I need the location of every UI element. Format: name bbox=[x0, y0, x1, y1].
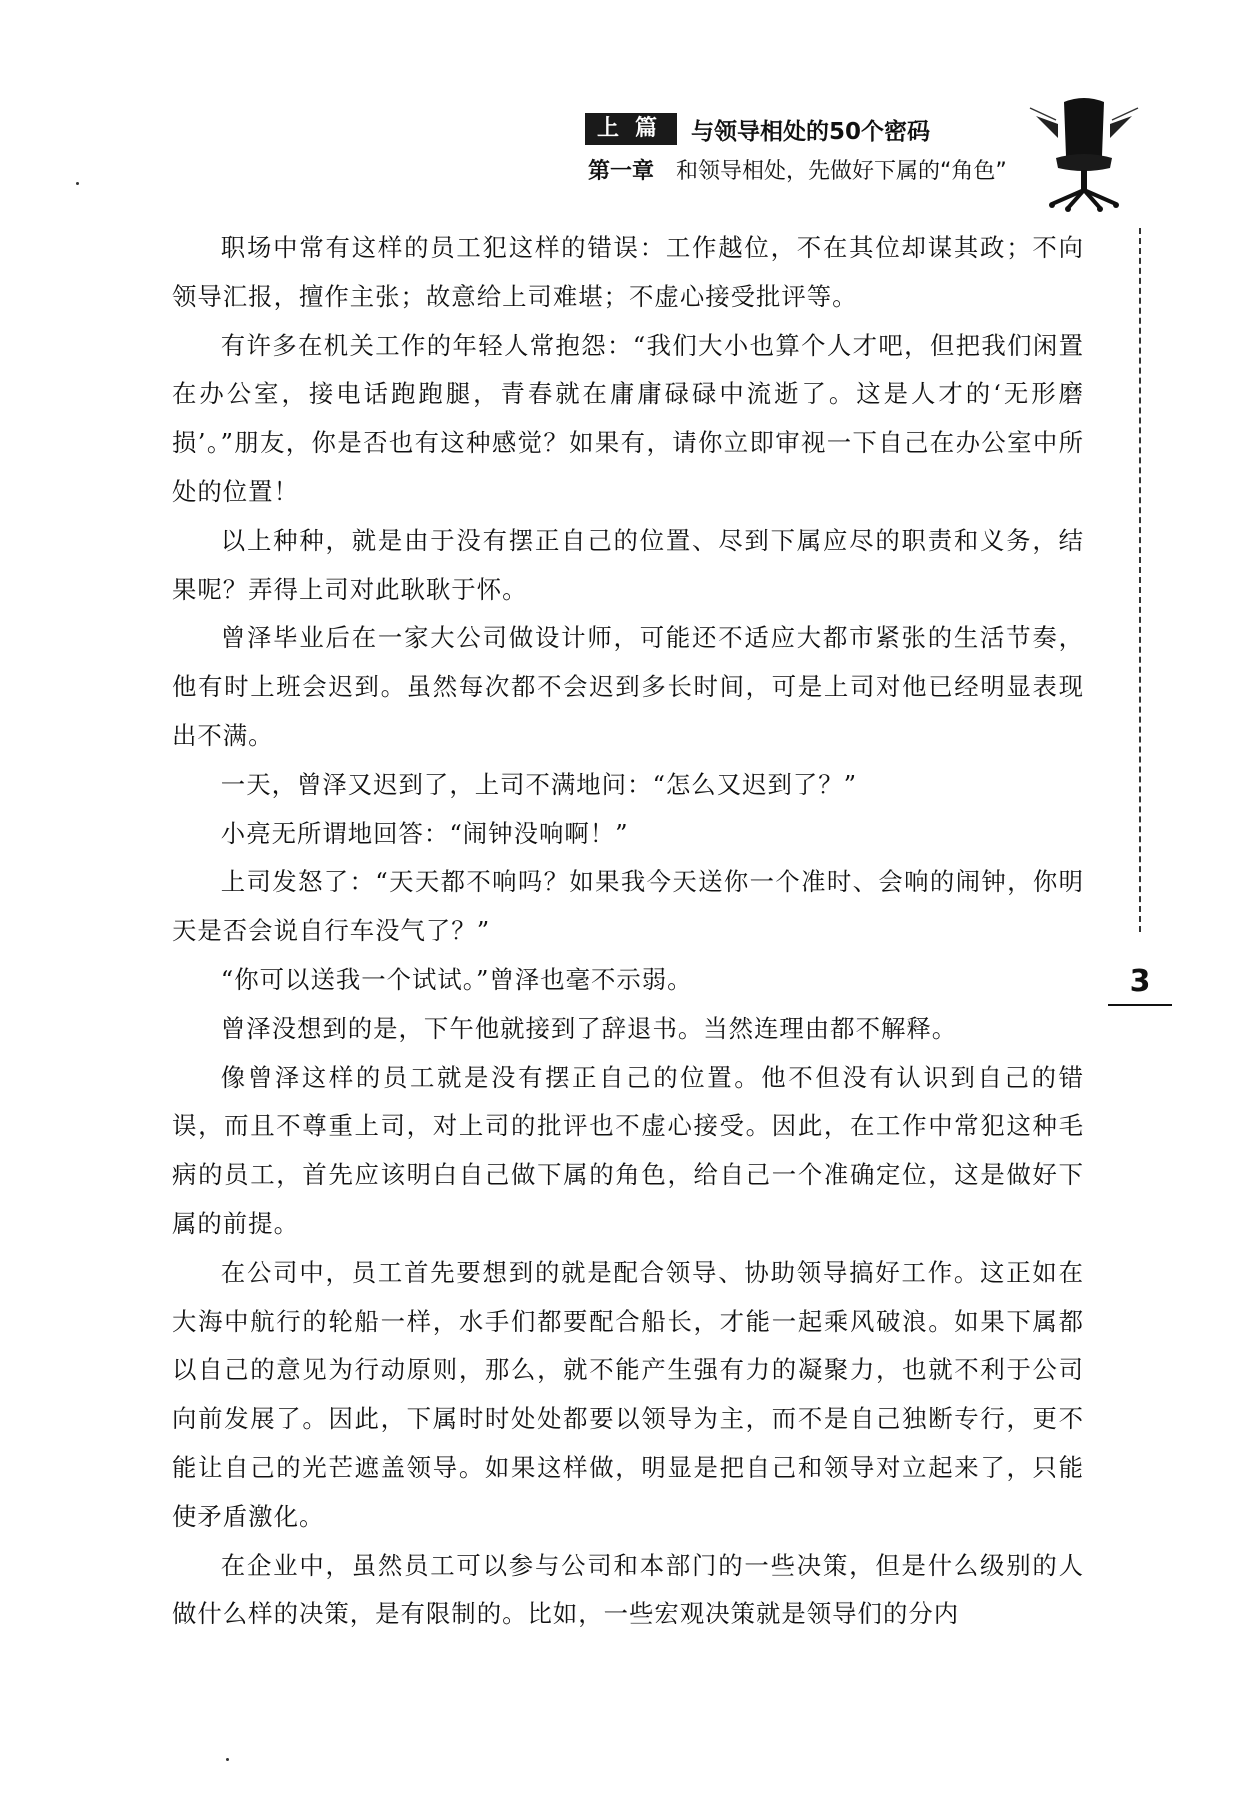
paragraph: 有许多在机关工作的年轻人常抱怨：“我们大小也算个人才吧，但把我们闲置在办公室，接电话跑跑腿，青春就在庸庸碌碌中流逝了。这是人才的‘无形磨损’。”朋友，你是否也有这种感觉？如果有，请你立即审视一下自己在办公室中所处的位置！ bbox=[172, 330, 1084, 506]
scan-speck bbox=[76, 182, 79, 185]
margin-dashed-line bbox=[1139, 228, 1141, 932]
office-chair-icon bbox=[1028, 94, 1140, 214]
paragraph: 曾泽毕业后在一家大公司做设计师，可能还不适应大都市紧张的生活节奏，他有时上班会迟到。虽然每次都不会迟到多长时间，可是上司对他已经明显表现出不满。 bbox=[172, 623, 1084, 750]
part-title: 与领导相处的50个密码 bbox=[691, 118, 931, 145]
chapter-label: 第一章 bbox=[588, 158, 655, 184]
paragraph: 以上种种，就是由于没有摆正自己的位置、尽到下属应尽的职责和义务，结果呢？弄得上司对此耿耿于怀。 bbox=[172, 525, 1084, 604]
paragraph: 上司发怒了：“天天都不响吗？如果我今天送你一个准时、会响的闹钟，你明天是否会说自行车没气了？” bbox=[172, 867, 1084, 946]
paragraph: 像曾泽这样的员工就是没有摆正自己的位置。他不但没有认识到自己的错误，而且不尊重上司，对上司的批评也不虚心接受。因此，在工作中常犯这种毛病的员工，首先应该明白自己做下属的角色，给自己一个准确定位，这是做好下属的前提。 bbox=[172, 1062, 1084, 1238]
paragraph: 小亮无所谓地回答：“闹钟没响啊！” bbox=[220, 818, 629, 848]
chapter-heading bbox=[588, 152, 1007, 186]
page-number-underline bbox=[1108, 1004, 1172, 1006]
paragraph: 职场中常有这样的员工犯这样的错误：工作越位，不在其位却谋其政；不向领导汇报，擅作主张；故意给上司难堪；不虚心接受批评等。 bbox=[172, 233, 1084, 311]
paragraph: “你可以送我一个试试。”曾泽也毫不示弱。 bbox=[220, 964, 693, 994]
paragraph: 在企业中，虽然员工可以参与公司和本部门的一些决策，但是什么级别的人做什么样的决策，是有限制的。比如，一些宏观决策就是领导们的分内 bbox=[172, 1550, 1084, 1629]
scan-speck bbox=[226, 1758, 229, 1761]
running-header bbox=[560, 102, 1120, 212]
page-number: 3 bbox=[1129, 964, 1151, 999]
body-text bbox=[172, 224, 1084, 1639]
paragraph: 一天，曾泽又迟到了，上司不满地问：“怎么又迟到了？” bbox=[220, 769, 858, 799]
part-label: 上篇 bbox=[585, 113, 677, 145]
paragraph: 曾泽没想到的是，下午他就接到了辞退书。当然连理由都不解释。 bbox=[220, 1013, 958, 1043]
chapter-title: 和领导相处，先做好下属的“角色” bbox=[676, 158, 1007, 184]
part-heading bbox=[585, 112, 930, 146]
paragraph: 在公司中，员工首先要想到的就是配合领导、协助领导搞好工作。这正如在大海中航行的轮船一样，水手们都要配合船长，才能一起乘风破浪。如果下属都以自己的意见为行动原则，那么，就不能产生强有力的凝聚力，也就不利于公司向前发展了。因此，下属时时处处都要以领导为主，而不是自己独断专行，更不能让自己的光芒遮盖领导。如果这样做，明显是把自己和领导对立起来了，只能使矛盾激化。 bbox=[172, 1257, 1084, 1531]
